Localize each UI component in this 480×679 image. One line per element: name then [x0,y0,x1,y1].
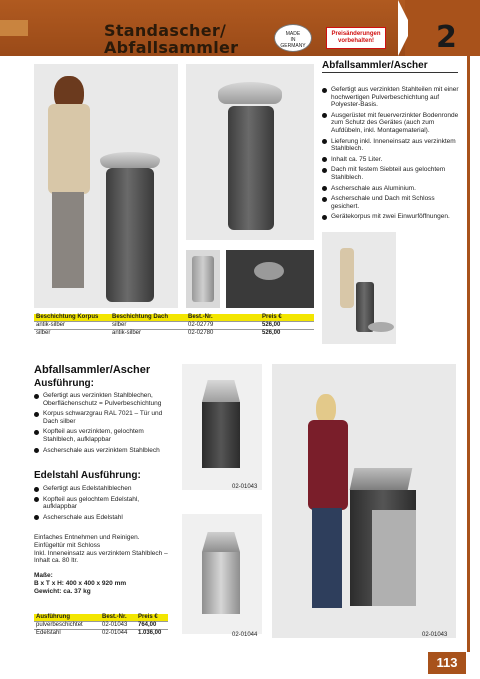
feature-item: Ausgerüstet mit feuerverzinkter Bodenronde zum Schutz des Gerätes (auch zum Aufdübeln, inkl. Montagematerial). [322,112,462,135]
feature-item: Ascherschale und Dach mit Schloss gesichert. [322,195,462,210]
weight-value: Gewicht: ca. 37 kg [34,587,91,595]
badge-line-1: MADE [285,31,301,37]
info-line: Einfügeltür mit Schloss [34,541,101,549]
table-row [34,630,168,638]
bin-lid [100,152,160,168]
col-header: Beschichtung Dach [110,314,186,322]
cell: silber [110,322,186,330]
made-in-germany-badge [274,24,312,52]
col-header: Best.-Nr. [186,314,260,322]
feature-item: Ascherschale aus Edelstahl [34,514,174,522]
bin-door [372,510,416,606]
info-line: Einfaches Entnehmen und Reinigen. [34,534,140,541]
product2-subtitle-standard: Ausführung: [34,378,94,389]
table-row [34,322,314,330]
col-header: Ausführung [34,614,100,622]
info-line: Inkl. Inneneinsatz aus verzinktem Stahlblech – [34,549,168,557]
product-code-label: 02-01043 [232,484,258,490]
col-header: Preis € [136,614,168,622]
feature-item: Ascherschale aus verzinktem Stahlblech [34,447,174,455]
product-photo-coated-bin [182,364,262,490]
right-edge-bar [467,56,470,652]
title-line-1: Standascher/ [104,21,227,40]
product2-price-table [34,614,168,637]
product-photo-bin-closeup [186,64,314,240]
info-line: Inhalt ca. 80 ltr. [34,557,79,565]
product2-features-steel [34,485,174,524]
perforated-top-steel [202,532,240,552]
product-photo-steel-bin [182,514,262,634]
table-header-row [34,314,314,322]
product-code-label: 02-01043 [422,632,448,638]
person-sweater [308,420,348,510]
header-tab [0,20,28,36]
table-header-row [34,614,168,622]
bin-lid-large [218,82,282,104]
feature-item: Dach mit festem Siebteil aus gelochtem Stahlblech. [322,166,462,181]
page-number: 113 [428,652,466,674]
cell: antik-silber [110,330,186,338]
product-photo-woman-opening-bin [272,364,456,638]
product2-title: Abfallsammler/Ascher [34,364,151,376]
title-line-2: Abfallsammler [104,38,239,57]
product2-dimensions [34,572,184,595]
product2-subtitle-steel: Edelstahl Ausführung: [34,470,141,481]
feature-item: Gefertigt aus verzinkten Stahlblechen, Oberflächenschutz = Pulverbeschichtung [34,392,174,407]
product2-info [34,534,184,565]
photo-inner-insert [186,250,220,308]
col-header: Beschichtung Korpus [34,314,110,322]
photo-ashtray-detail [226,250,314,308]
product-photo-woman-small [322,232,396,344]
feature-item: Ascherschale aus Aluminium. [322,185,462,193]
chapter-number: 2 [436,20,457,55]
header-band [0,0,480,56]
feature-item: Korpus schwarzgrau RAL 7021 – Tür und Dach silber [34,410,174,425]
product-code-label: 02-01044 [232,632,258,638]
person-trousers [52,192,84,288]
cell: 02-01043 [100,622,136,630]
product1-title: Abfallsammler/Ascher [322,60,428,71]
person-jacket [48,104,90,194]
col-header: Preis € [260,314,314,322]
inner-insert [192,256,214,302]
price-change-notice: Preisänderungen vorbehalten! [326,27,386,49]
cell: antik-silber [34,322,110,330]
cell: pulverbeschichtet [34,622,100,630]
feature-item: Lieferung inkl. Inneneinsatz aus verzinktem Stahlblech. [322,138,462,153]
cell: 526,00 [260,322,314,330]
dimensions-label: Maße: [34,572,53,579]
feature-item: Inhalt ca. 75 Liter. [322,156,462,164]
person-jeans [312,508,342,608]
dimensions-value: B x T x H: 400 x 400 x 920 mm [34,579,127,587]
feature-item: Kopfteil aus verzinktem, gelochtem Stahlblech, aufklappbar [34,428,174,443]
product-photo-woman-with-bin [34,64,178,308]
base-plate [368,322,394,332]
page-title [104,22,238,56]
feature-item: Gefertigt aus Edelstahlblechen [34,485,174,493]
bin-body-large [228,106,274,230]
cell: Edelstahl [34,630,100,638]
badge-line-3: GERMANY [280,43,306,49]
ashtray-detail [254,262,284,280]
cell: 02-01044 [100,630,136,638]
feature-item: Kopfteil aus gelochtem Edelstahl, aufklappbar [34,496,174,511]
title-underline [322,72,458,73]
opened-top [350,468,413,490]
table-row [34,330,314,338]
feature-item: Gefertigt aus verzinkten Stahlteilen mit einer hochwertigen Pulverbeschichtung auf Polyester-Basis. [322,86,462,109]
steel-body [202,552,240,614]
coated-body [202,402,240,468]
product1-price-table [34,314,314,337]
perforated-top [202,380,240,402]
cell: 526,00 [260,330,314,338]
badge-line-2: IN [290,37,296,43]
person-small [340,248,354,308]
bin-body [106,168,154,302]
feature-item: Gerätekorpus mit zwei Einwurföffnungen. [322,213,462,221]
col-header: Best.-Nr. [100,614,136,622]
product1-features [322,86,462,224]
cell: 02-02779 [186,322,260,330]
cell: 1.036,00 [136,630,168,638]
cell: 02-02780 [186,330,260,338]
table-row [34,622,168,630]
product2-features-standard [34,392,174,457]
cell: silber [34,330,110,338]
cell: 764,00 [136,622,168,630]
